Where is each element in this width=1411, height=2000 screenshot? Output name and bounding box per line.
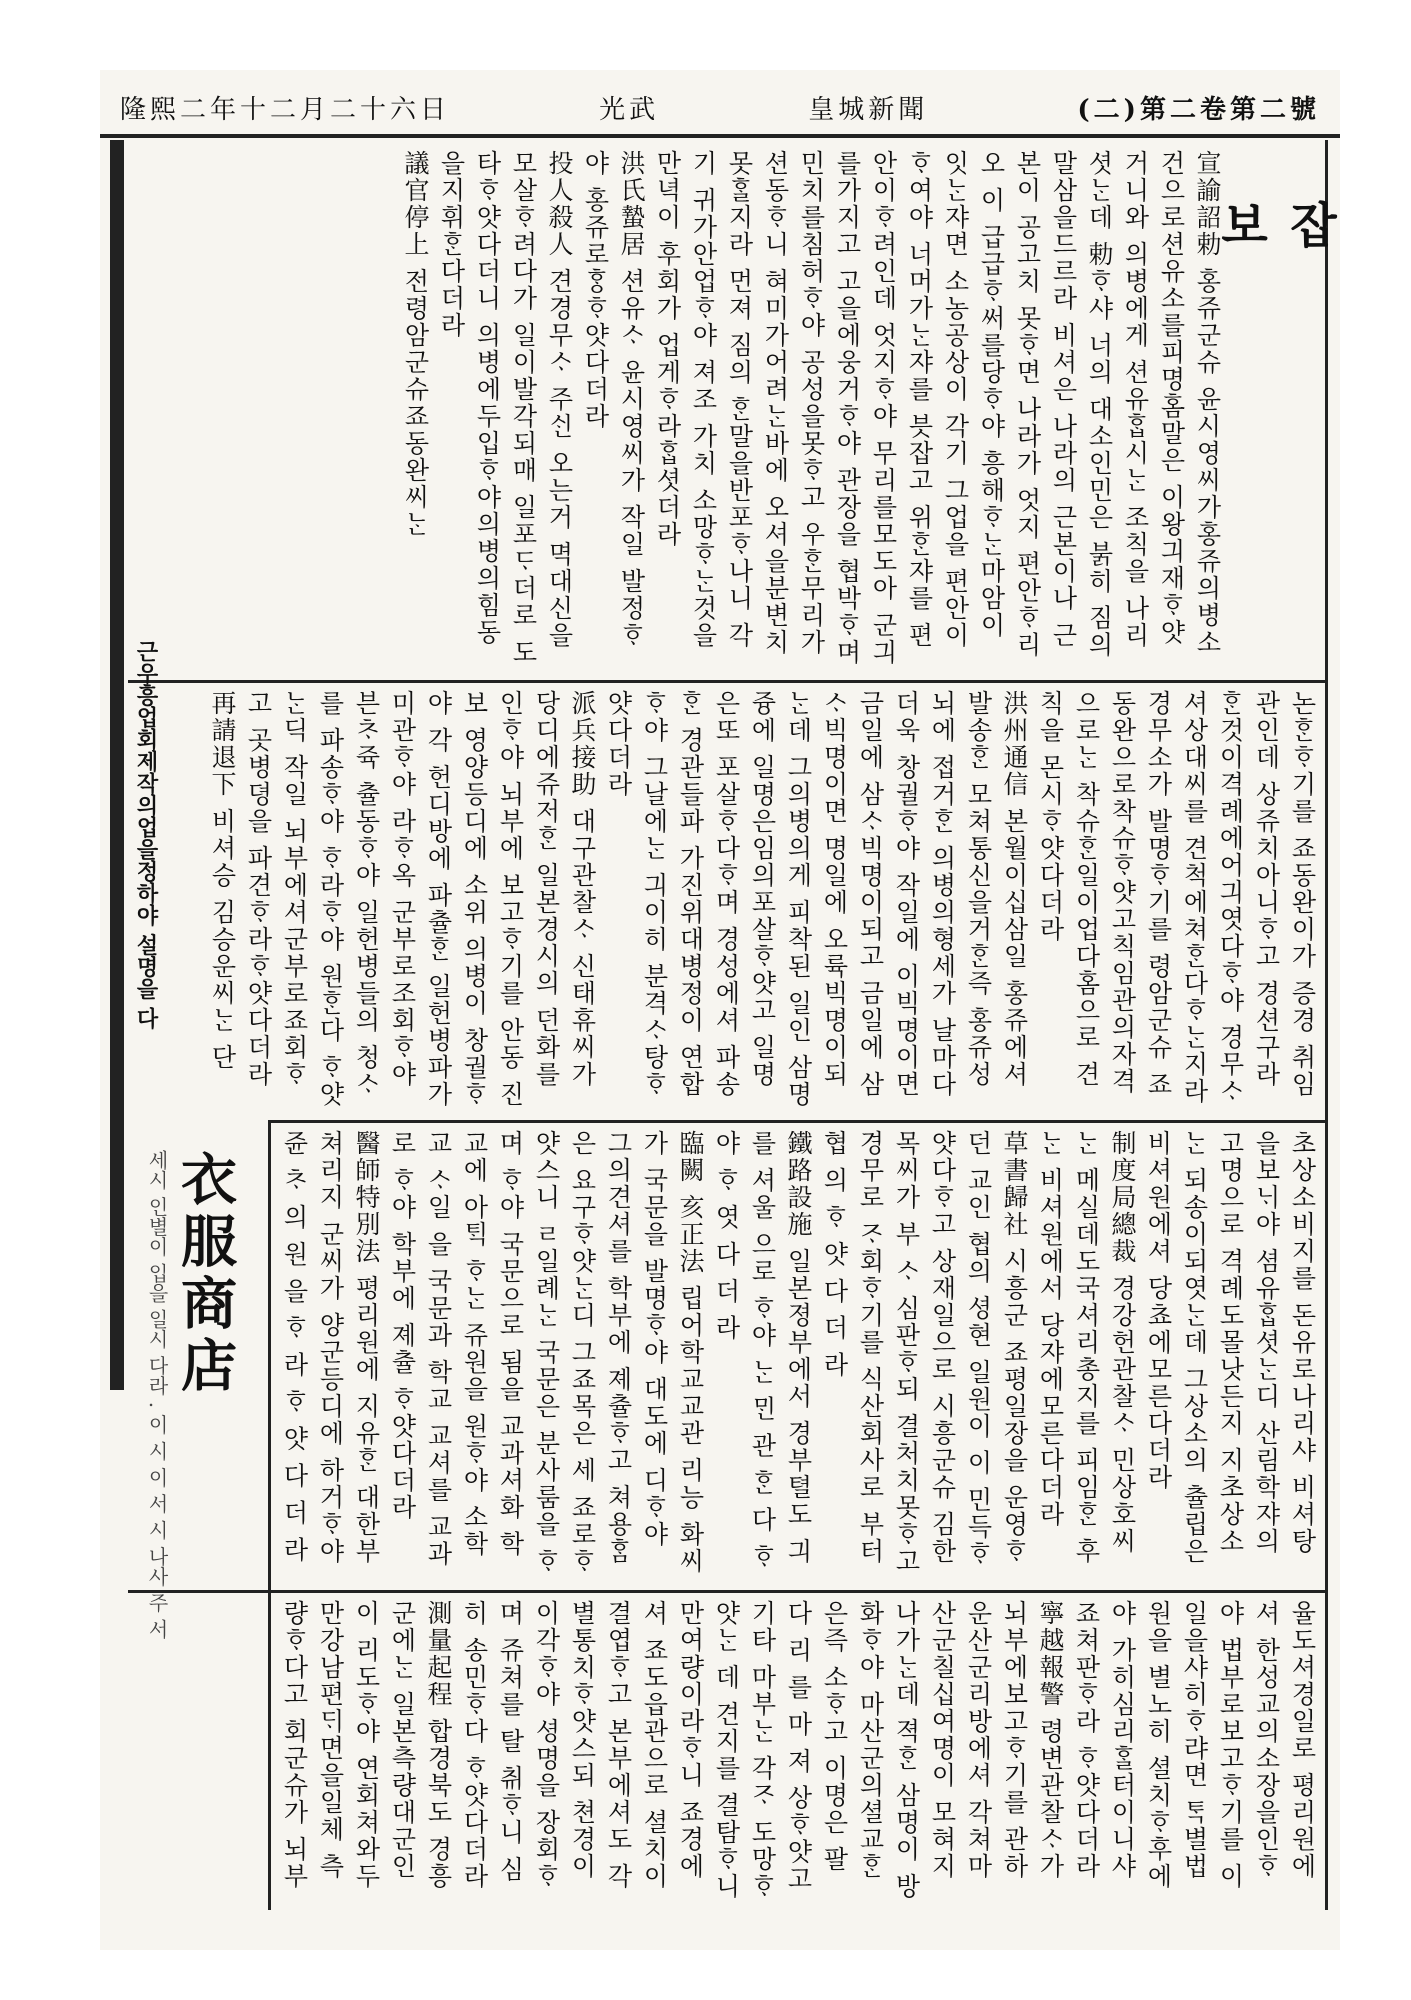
article-paragraph: 醫師特別法 평리원에 지유ᄒᆞᆫ 대한부 쳐리지 군씨가 양군등디에 하거ᄒᆞ야 쥰 ᄎᆞ 의 원 을 ᄒᆞ 라 ᄒᆞ 얏 다 더 라 xyxy=(280,1130,381,1565)
issue-number: (二)第二卷第二號 xyxy=(1077,94,1320,125)
article-paragraph: 派兵接助 대구관찰ᄉᆞ 신태휴씨가 당디에쥬저ᄒᆞᆫ 일본경시의 던화를인ᄒᆞ야 뇌부에 보고ᄒᆞ기를 안동 진보 영양등디에 소위 의병이 창궐ᄒᆞ야 각 헌디방에 파츌ᄒᆞᆫ 일헌병파가 미관ᄒᆞ야 라ᄒᆞ옥 군부로조회ᄒᆞ야 븐ᄎᆞ쥭 츌동ᄒᆞ야 일헌병들의 청ᄉᆞ를 파송ᄒᆞ야 ᄒᆞ라ᄒᆞ야 원ᄒᆞᆫ다 ᄒᆞ얏ᄂᆞᆫ딕 작일 뇌부에셔군부로죠회ᄒᆞ고 곳병뎡을 파견ᄒᆞ라ᄒᆞ얏다더라 xyxy=(244,690,597,1108)
ad-small-lines: 세시 인별이 입을 일시 다라 . 이 시 이 서 시 나사 주 서 xyxy=(145,1150,169,1640)
article-paragraph: 再請退下 비셔승 김승운씨ᄂᆞᆫ 단 xyxy=(208,690,237,1071)
article-paragraph: 초상소비지를 돈유로나리샤 비셔탕을보ᄂᆡ야 셤유ᄒᆞᆸ셧ᄂᆞᆫ디 산림학쟈의 고명으로 격례도몰낫든지 지초상소ᄂᆞᆫ 되송이되엿ᄂᆞᆫ데 그상소의 츌립은 비셔원에셔 당쵸에모른다더라 xyxy=(1144,1130,1317,1565)
article-paragraph: 草書歸社 시흥군 죠평일장을 운영ᄒᆞ던 교인 협의 셩현 일원이 이 민득ᄒᆞ얏다ᄒᆞ고 상재일으로 시흥군슈 김한목씨가 부 ᄉᆞ 심판ᄒᆞ되 결처치못ᄒᆞ고 경무로 ᄌᆞ회ᄒᆞ기를 식산회사로 부터 협 의 ᄒᆞ 얏 다 더 라 xyxy=(820,1130,1029,1575)
ad-title: 衣服商店 xyxy=(172,1150,238,1398)
article-paragraph: 洪州通信 본월이십삼일 홍쥬에셔 발송ᄒᆞᆫ 모쳐통신을거ᄒᆞᆫ즉 홍쥬성뇌에 접거ᄒᆞᆫ 의병의형세가 날마다 더욱 창궐ᄒᆞ야 작일에 이빅명이면 금일에 삼ᄉᆞ빅명이되고 금일에 삼ᄉᆞ빅명이면 명일에 오륙빅명이되ᄂᆞᆫ데 그의병의게 피착된 일인 삼명즁에 일명은임의포살ᄒᆞ얏고 일명은또 포살ᄒᆞ다ᄒᆞ며 경성에셔 파송ᄒᆞᆫ 경관들파 가진위대병정이 연합ᄒᆞ야 그날에ᄂᆞᆫ 긔이히 분격ᄉᆞ탕ᄒᆞ얏다더라 xyxy=(604,690,1029,1108)
ad-vertical-note: 근우흥업회제작의업을정하야 설명을 다 xyxy=(133,640,159,1030)
article-paragraph: 投人殺人 견경무ᄉᆞ 주ᄉᆡᆫ 오는거 멱대신을 모살ᄒᆞ려다가 일이발각되매 일포ᄃᆞ더로 도타ᄒᆞ얏다더니 의병에두입ᄒᆞ야의병의힘동을지휘ᄒᆞᆫ다더라 xyxy=(437,150,574,666)
lower-middle-column-block xyxy=(280,1130,1320,1580)
edition-note: 光武 xyxy=(599,94,660,125)
top-column-block xyxy=(140,150,1225,670)
article-paragraph: 宣諭詔勅 홍쥬군슈 윤시영씨가홍쥬의병소건으로션유소를피명홈말은 이왕긔재ᄒᆞ얏거니와 의병에게 션유ᄒᆞᆸ시ᄂᆞᆫ 조칙을 나리셧ᄂᆞᆫ데 勅ᄒᆞ샤 너의 대소인민은 붉히 짐의말삼을드르라 비셔은 나라의 근본이나 근본이 공고치 못ᄒᆞ면 나라가 엇지 편안ᄒᆞ리오 이 급급ᄒᆞ써를당ᄒᆞ야 흥해ᄒᆞᄂᆞᆫ마암이 잇ᄂᆞᆫ쟈면 소농공상이 각기 그업을 편안이ᄒᆞ여야 너머가ᄂᆞᆫ쟈를 븟잡고 위ᄒᆞᆫ쟈를 편안이ᄒᆞ려인데 엇지ᄒᆞ야 무리를모도아 군긔를가지고 고을에웅거ᄒᆞ야 관장을 협박ᄒᆞ며 민치를침허ᄒᆞ야 공성을못ᄒᆞ고 우ᄒᆞᆫ무리가 션동ᄒᆞ니 혀미가어려ᄂᆞᆫ바에 오셔을분변치못ᄒᆞᆯ지라 먼져 짐의 ᄒᆞᆫ말을반포ᄒᆞ나니 각기 귀가안업ᄒᆞ야 져조 가치 소망ᄒᆞᄂᆞᆫ것을만녁이 후회가 업게ᄒᆞ라ᄒᆞᆸ셧더라 xyxy=(653,150,1222,666)
bottom-column-block xyxy=(280,1600,1320,1900)
article-paragraph: 臨闕 亥正法 립어학교교관 리능 화씨가 국문을 발명ᄒᆞ야 대도에 디ᄒᆞ야 그의견셔를 학부에 졔츌ᄒᆞ고 쳐용ᄒᆞᆷ은 요구ᄒᆞ얏ᄂᆞᆫ디 그죠목은 세 죠로ᄒᆞ얏스니 ㄹ일례ᄂᆞᆫ 국문은 분사룸을 ᄒᆞ며 ᄒᆞ야 국문으로 됨을 교과셔화 학교에 아ᄐᆡᆨ ᄒᆞᄂᆞᆫ 쥬원을 원ᄒᆞ야 소학교 ᄉᆞ일 을 국문과 학교 교셔를 교과로 ᄒᆞ야 학부에 졔츌 ᄒᆞ얏다더라 xyxy=(388,1130,705,1575)
article-paragraph: 율도셔경일로 평리원에셔 한성교의소장을인ᄒᆞ야 법부로보고ᄒᆞ기를 이일을샤히ᄒᆞ랴면 ᄐᆞᆨ별법원을 별노히 셜치ᄒᆞ후에야 가히심리ᄒᆞᆯ터이니샤죠쳐판ᄒᆞ라 ᄒᆞ얏다더라 xyxy=(1072,1600,1317,1890)
newspaper-name: 皇城新聞 xyxy=(808,94,929,125)
article-paragraph: 制度局總裁 경강헌관찰ᄉᆞ 민상호씨ᄂᆞᆫ 메실데도국셔리총지를 피임ᄒᆞᆫ 후 ᄂᆞᆫ 비셔원에서 당쟈에모른다더라 xyxy=(1036,1130,1137,1565)
section-masthead: 잡 보 xyxy=(1212,200,1337,288)
publication-date: 隆熙二年十二月二十六日 xyxy=(120,94,451,125)
article-paragraph: 洪氏蟄居 션유ᄉᆞ 윤시영씨가 작일 발정ᄒᆞ야 홍쥬로ᄒᆞᆼᄒᆞ얏다더라 xyxy=(581,150,646,649)
divider-top xyxy=(128,680,1328,683)
article-paragraph: 議官停上 전령암군슈죠동완씨ᄂᆞᆫ xyxy=(401,150,430,538)
newspaper-header xyxy=(100,80,1340,138)
article-paragraph: 鐵路設施 일본졍부에서 경부텰도 긔를 셔울 으로 ᄒᆞ야 ᄂᆞᆫ ᄆᆡᆫ 관 ᄒᆞᆫ 다 ᄒᆞ 야 ᄒᆞ 엿 다 더 라 xyxy=(712,1130,813,1571)
article-paragraph: 測量起程 합경북도 경흥군에ᄂᆞᆫ 일본측량대군인이 리도ᄒᆞ야 연회쳐와두만강남편ᄃᆡ면을일체 측량ᄒᆞ다고 회군슈가 뇌부 xyxy=(280,1600,453,1890)
ad-divider xyxy=(268,1120,271,1910)
article-paragraph: 논ᄒᆞᆫᄒᆞ기를 죠동완이가 증경 취임관인데 상쥬치아니ᄒᆞ고 경션구라ᄒᆞᆫ것이격례에어긔엿다ᄒᆞ야 경무ᄉᆞ셔상대씨를 견척에쳐ᄒᆞᆫ다ᄒᆞᄂᆞᆫ지라 경무소가 발명ᄒᆞ기를 령암군슈 죠동완으로착슈ᄒᆞ얏고칙임관의자격으로ᄂᆞᆫ 착슈ᄒᆞᆫ일이업다홈으로 견칙을 몬시ᄒᆞ얏다더라 xyxy=(1036,690,1317,1105)
article-paragraph: 寧越報警 령변관찰ᄉᆞ가 뇌부에보고ᄒᆞ기를 관하 운산군리방에셔 각쳐마산군칠십여명이 모혀지나가ᄂᆞᆫ데 젹ᄒᆞᆫ 삼명이 방화ᄒᆞ야 마산군의셜교ᄒᆞᆫ 은즉 소ᄒᆞ고 이명은 팔 다 리 를 마 져 상ᄒᆞ얏고 기타 마부ᄂᆞᆫ 각ᄌᆞ 도망ᄒᆞ얏ᄂᆞᆫ 데 견지를 결탐ᄒᆞ니 만여량이라ᄒᆞ니 죠경에셔 죠도읍관으로 셜치이 결엽ᄒᆞ고 본부에셔도 각별통치ᄒᆞ얏스되 쳔경이 이각ᄒᆞ야 셩명을 장회ᄒᆞ며 쥬쳐를 탈 ᄎᆔᄒᆞ니 심히 송민ᄒᆞ다 ᄒᆞ얏다더라 xyxy=(460,1600,1065,1900)
divider-middle xyxy=(270,1120,1328,1123)
middle-column-block xyxy=(140,690,1320,1110)
divider-bottom xyxy=(128,1590,1328,1593)
